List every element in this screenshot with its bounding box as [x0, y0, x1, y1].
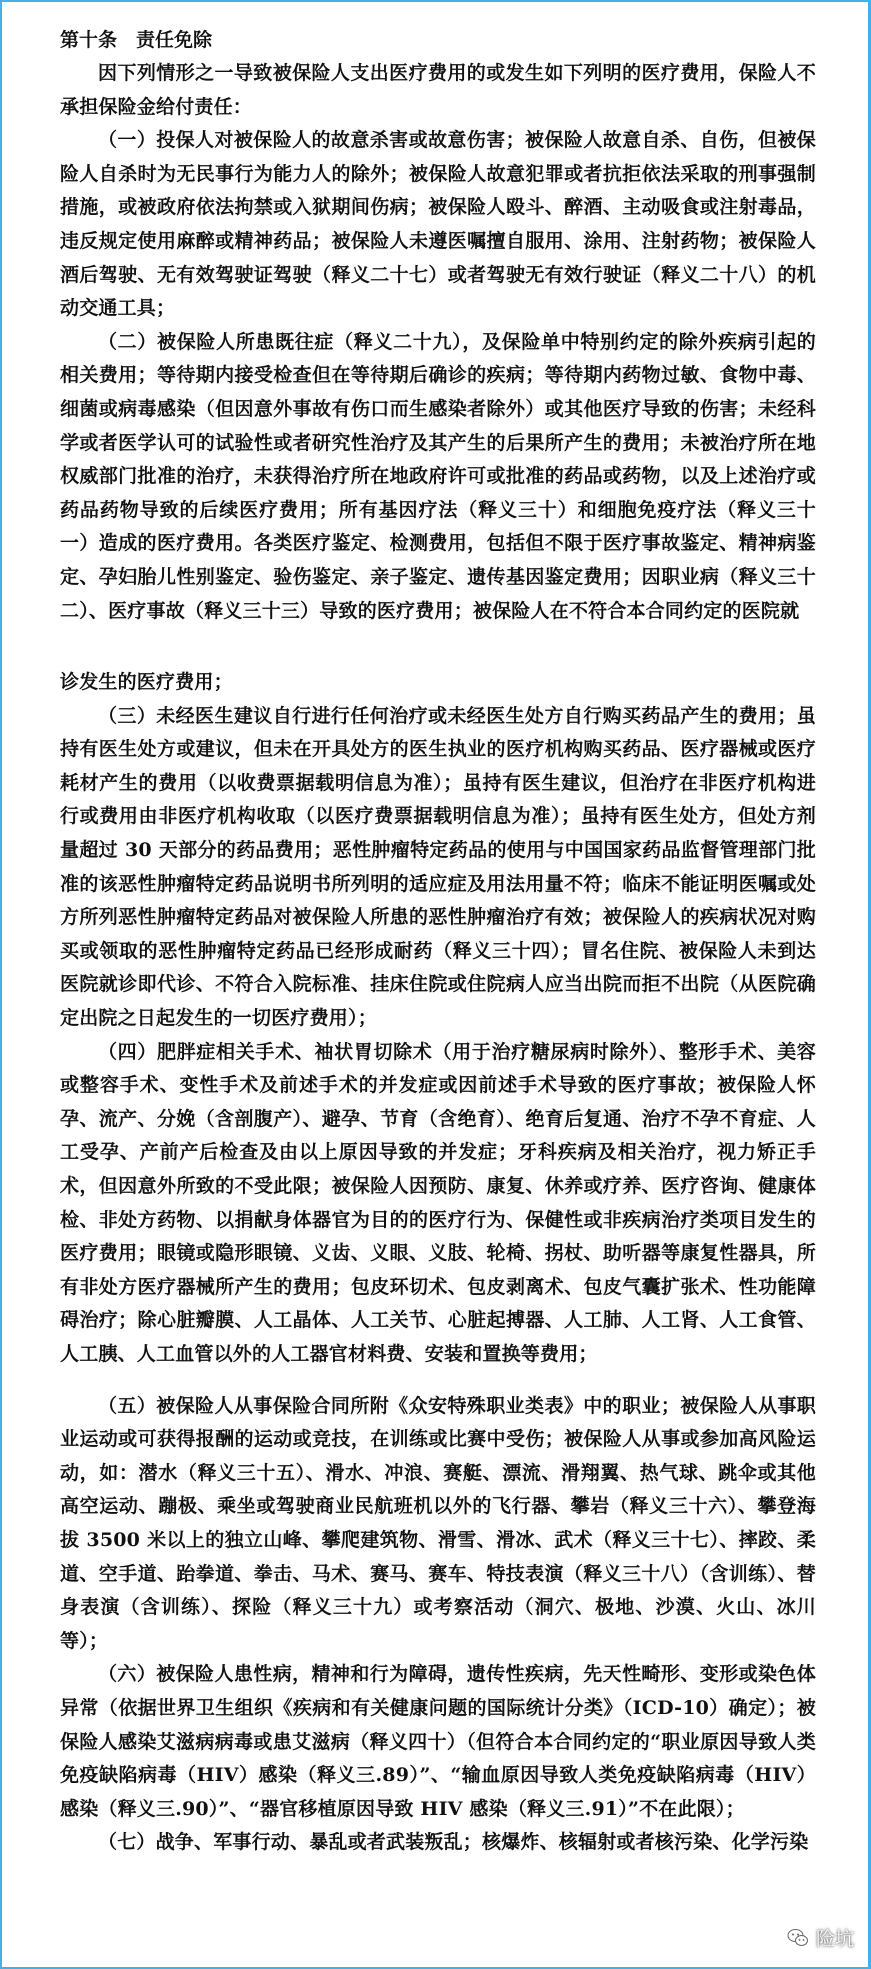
document-content [60, 24, 816, 1860]
watermark [786, 1924, 854, 1951]
clause-item-4: （四）肥胖症相关手术、袖状胃切除术（用于治疗糖尿病时除外）、整形手术、美容或整容手术、变性手术及前述手术的并发症或因前述手术导致的医疗事故；被保险人怀孕、流产、分娩（含剖腹产）、避孕、节育（含绝育）、绝育后复通、治疗不孕不育症、人工受孕、产前产后检查及由以上原因导致的并发症；牙科疾病及相关治疗，视力矫正手术，但因意外所致的不受此限；被保险人因预防、康复、休养或疗养、医疗咨询、健康体检、非处方药物、以捐献身体器官为目的的医疗行为、保健性或非疾病治疗类项目发生的医疗费用；眼镜或隐形眼镜、义齿、义眼、义肢、轮椅、拐杖、助听器等康复性器具，所有非处方医疗器械所产生的费用；包皮环切术、包皮剥离术、包皮气囊扩张术、性功能障碍治疗；除心脏瓣膜、人工晶体、人工关节、心脏起搏器、人工肺、人工肾、人工食管、人工胰、人工血管以外的人工器官材料费、安装和置换等费用； [60, 1040, 816, 1365]
clause-item-2: （二）被保险人所患既往症（释义二十九），及保险单中特别约定的除外疾病引起的相关费用；等待期内接受检查但在等待期后确诊的疾病；等待期内药物过敏、食物中毒、细菌或病毒感染（但因意外事故有伤口而生感染者除外）或其他医疗导致的伤害；未经科学或者医学认可的试验性或者研究性治疗及其产生的后果所产生的费用；未被治疗所在地权威部门批准的治疗，未获得治疗所在地政府许可或批准的药品或药物，以及上述治疗或药品药物导致的后续医疗费用；所有基因疗法（释义三十）和细胞免疫疗法（释义三十一）造成的医疗费用。各类医疗鉴定、检测费用，包括但不限于医疗事故鉴定、精神病鉴定、孕妇胎儿性别鉴定、验伤鉴定、亲子鉴定、遗传基因鉴定费用；因职业病（释义三十二）、医疗事故（释义三十三）导致的医疗费用；被保险人在不符合本合同约定的医院就 [60, 330, 816, 622]
clause-title: 第十条 责任免除 [60, 29, 213, 51]
clause-item-2-continued: 诊发生的医疗费用； [60, 671, 233, 694]
wechat-icon [786, 1926, 810, 1950]
clause-item-1: （一）投保人对被保险人的故意杀害或故意伤害；被保险人故意自杀、自伤，但被保险人自杀时为无民事行为能力人的除外；被保险人故意犯罪或者抗拒依法采取的刑事强制措施，或被政府依法拘禁或入狱期间伤病；被保险人殴斗、醉酒、主动吸食或注射毒品，违反规定使用麻醉或精神药品；被保险人未遵医嘱擅自服用、涂用、注射药物；被保险人酒后驾驶、无有效驾驶证驾驶（释义二十七）或者驾驶无有效行驶证（释义二十八）的机动交通工具； [60, 129, 816, 320]
clause-intro: 因下列情形之一导致被保险人支出医疗费用的或发生如下列明的医疗费用，保险人不承担保险金给付责任： [60, 62, 816, 118]
clause-item-3: （三）未经医生建议自行进行任何治疗或未经医生处方自行购买药品产生的费用；虽持有医生处方或建议，但未在开具处方的医生执业的医疗机构购买药品、医疗器械或医疗耗材产生的费用（以收费票据载明信息为准）；虽持有医生建议，但治疗在非医疗机构进行或费用由非医疗机构收取（以医疗费票据载明信息为准）；虽持有医生处方，但处方剂量超过 30 天部分的药品费用；恶性肿瘤特定药品的使用与中国国家药品监督管理部门批准的该恶性肿瘤特定药品说明书所列明的适应症及用法用量不符；临床不能证明医嘱或处方所列恶性肿瘤特定药品对被保险人所患的恶性肿瘤治疗有效；被保险人的疾病状况对购买或领取的恶性肿瘤特定药品已经形成耐药（释义三十四）；冒名住院、被保险人未到达医院就诊即代诊、不符合入院标准、挂床住院或住院病人应当出院而拒不出院（从医院确定出院之日起发生的一切医疗费用）； [60, 704, 816, 1030]
clause-item-5: （五）被保险人从事保险合同所附《众安特殊职业类表》中的职业；被保险人从事职业运动或可获得报酬的运动或竞技，在训练或比赛中受伤；被保险人从事或参加高风险运动，如：潜水（释义三十五）、滑水、冲浪、赛艇、漂流、滑翔翼、热气球、跳伞或其他高空运动、蹦极、乘坐或驾驶商业民航班机以外的飞行器、攀岩（释义三十六）、攀登海拔 3500 米以上的独立山峰、攀爬建筑物、滑雪、滑冰、武术（释义三十七）、摔跤、柔道、空手道、跆拳道、拳击、马术、赛马、赛车、特技表演（释义三十八）（含训练）、替身表演（含训练）、探险（释义三十九）或考察活动（洞穴、极地、沙漠、火山、冰川等）； [60, 1394, 816, 1652]
clause-item-6: （六）被保险人患性病，精神和行为障碍，遗传性疾病，先天性畸形、变形或染色体异常（依据世界卫生组织《疾病和有关健康问题的国际统计分类》（ICD-10）确定）；被保险人感染艾滋病病毒或患艾滋病（释义四十）（但符合本合同约定的“职业原因导致人类免疫缺陷病毒（HIV）感染（释义三.89）”、“输血原因导致人类免疫缺陷病毒（HIV）感染（释义三.90）”、“器官移植原因导致 HIV 感染（释义三.91）”不在此限）； [60, 1663, 816, 1820]
clause-item-7: （七）战争、军事行动、暴乱或者武装叛乱；核爆炸、核辐射或者核污染、化学污染 [98, 1831, 809, 1854]
watermark-text: 险坑 [815, 1928, 854, 1950]
